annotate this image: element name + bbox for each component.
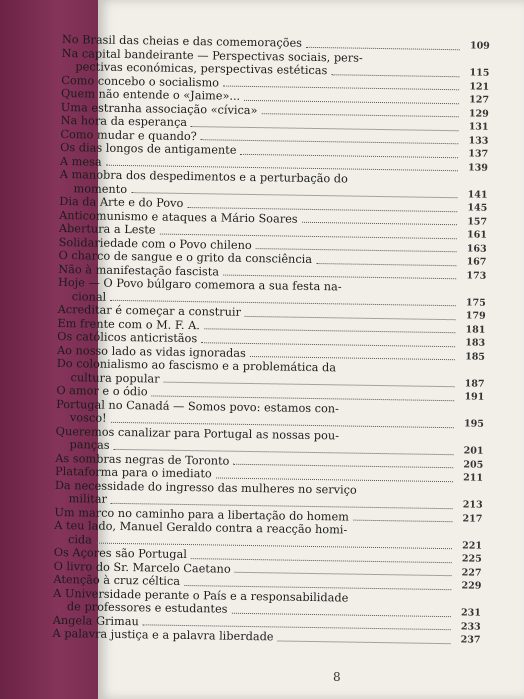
toc-page-number: 179 <box>465 310 486 322</box>
toc-page-number: 231 <box>461 607 482 619</box>
toc-entry-text: Acreditar é começar a construir <box>57 302 242 319</box>
toc-entry-text: Os Açores são Portugal <box>53 545 188 562</box>
toc-entry-text: cultura popular <box>70 370 160 386</box>
toc-page-number: 191 <box>464 391 485 403</box>
toc-page-number: 141 <box>467 188 488 201</box>
toc-page-number: 201 <box>463 445 484 457</box>
toc-page-number: 217 <box>462 512 483 525</box>
toc-page-number: 181 <box>465 323 486 336</box>
toc-entry-text: Hoje — O Povo búlgaro comemora a sua festa na- <box>57 275 342 294</box>
toc-entry-text: As sombras negras de Toronto <box>55 451 230 468</box>
toc-entry-text: A manobra dos despedimentos e a perturbação do <box>59 167 348 186</box>
toc-entry-text: Como concebo o socialismo <box>61 73 220 89</box>
toc-page-number: 129 <box>468 107 489 120</box>
toc-page-number: 145 <box>467 202 488 214</box>
toc-entry-text: Em frente com o M. F. A. <box>57 316 201 332</box>
dot-leader <box>316 263 456 266</box>
dot-leader <box>353 520 453 523</box>
toc-entry-text: Da necessidade do ingresso das mulheres no serviço <box>54 478 357 497</box>
toc-page-number: 227 <box>461 566 482 579</box>
toc-entry-text: No Brasil das cheias e das comemorações <box>61 33 303 50</box>
toc-entry-text: Plataforma para o imediato <box>55 464 212 481</box>
toc-page-number: 229 <box>461 580 482 592</box>
toc-page-number: 237 <box>460 634 481 646</box>
toc-entry-text: Do colonialismo ao fascismo e a problemática da <box>56 356 337 375</box>
toc-entry-text: A Universidade perante o País e a responsabilidade <box>53 586 349 605</box>
toc-page-number: 195 <box>463 418 484 430</box>
toc-entry-text: O amor e o ódio <box>56 383 148 399</box>
toc-page-number: 233 <box>460 620 481 633</box>
toc-entry-text: O livro do Sr. Marcelo Caetano <box>53 559 231 576</box>
toc-page-number: 127 <box>469 94 490 106</box>
toc-entry-text: Queremos canalizar para Portugal as nossas pou- <box>55 424 340 442</box>
toc-entry-text: panças <box>69 438 110 452</box>
toc-page-number: 213 <box>462 499 483 511</box>
toc-page-number: 131 <box>468 121 489 133</box>
toc-entry-text: Anticomunismo e ataques a Mário Soares <box>59 208 298 226</box>
toc-page-number: 185 <box>465 350 486 363</box>
toc-entry-text: Na capital bandeirante — Perspectivas sociais, pers- <box>61 46 363 65</box>
toc-page-number: 183 <box>465 337 486 349</box>
toc-entry-text: Atenção à cruz céltica <box>53 572 181 588</box>
toc-page-number: 115 <box>469 67 490 79</box>
toc-entry-text: momento <box>73 181 128 196</box>
toc-entry-text: cional <box>71 289 107 304</box>
toc-entry-text: militar <box>68 492 108 506</box>
toc-entry-text: Como mudar e quando? <box>60 127 197 143</box>
toc-entry-text: O charco de sangue e o grito da consciência <box>58 248 313 266</box>
toc-entry-text: Os dias longos de antigamente <box>60 140 237 157</box>
toc-page-number: 137 <box>468 148 489 160</box>
toc-entry-text: A palavra justiça e a palavra liberdade <box>52 626 274 644</box>
dot-leader <box>331 74 459 77</box>
toc-entry-text: Solidariedade com o Povo chileno <box>58 235 252 252</box>
toc-entry-text: Uma estranha associação «cívica» <box>60 100 258 117</box>
toc-entry-text: Dia da Arte e do Povo <box>59 194 184 210</box>
toc-entry-text: Angela Grimau <box>52 613 139 628</box>
toc-page-number: 157 <box>467 215 488 228</box>
toc-page-number: 187 <box>464 377 485 390</box>
toc-entry-text: pectivas económicas, perspectivas estéticas <box>75 60 328 78</box>
toc-page-number: 173 <box>466 269 487 282</box>
toc-entry-text: de professores e estudantes <box>66 600 228 616</box>
toc-page-number: 175 <box>465 296 486 309</box>
toc-page-number: 163 <box>466 242 487 255</box>
toc-entry-text: A teu lado, Manuel Geraldo contra a reacção homi- <box>54 518 348 537</box>
toc-entry-text: Quem não entende o «Jaime»... <box>60 86 241 103</box>
toc-entry-text: cida <box>67 532 93 547</box>
toc-entry-text: Um marco no caminho para a libertação do homem <box>54 505 350 524</box>
toc-entry-text: Portugal no Canadá — Somos povo: estamos con- <box>56 397 340 415</box>
toc-entry-text: A mesa <box>59 154 102 169</box>
toc-page-number: 139 <box>468 161 489 174</box>
page-number: 8 <box>333 670 341 684</box>
toc-entry-text: Ao nosso lado as vidas ignoradas <box>56 343 246 360</box>
toc-page-number: 121 <box>469 80 490 93</box>
toc-page-number: 161 <box>466 229 487 241</box>
toc-page-number: 167 <box>466 256 487 268</box>
toc-page-number: 133 <box>468 134 489 147</box>
toc-page-number: 109 <box>469 40 490 52</box>
toc-entry-text: Abertura a Leste <box>58 221 156 237</box>
toc-entry-text: Não à manifestação fascista <box>58 262 220 278</box>
table-of-contents <box>52 33 489 647</box>
toc-entry-text: Na hora da esperança <box>60 113 188 129</box>
dot-leader <box>302 222 457 225</box>
toc-page-number: 225 <box>461 553 482 565</box>
toc-entry-text: vosco! <box>69 411 107 425</box>
dot-leader <box>277 640 450 644</box>
toc-page-number: 221 <box>462 539 483 552</box>
dot-leader <box>306 46 460 49</box>
toc-entry-text: Os católicos anticristãos <box>57 329 198 346</box>
toc-page-number: 205 <box>463 458 484 471</box>
toc-page-number: 211 <box>463 472 484 484</box>
